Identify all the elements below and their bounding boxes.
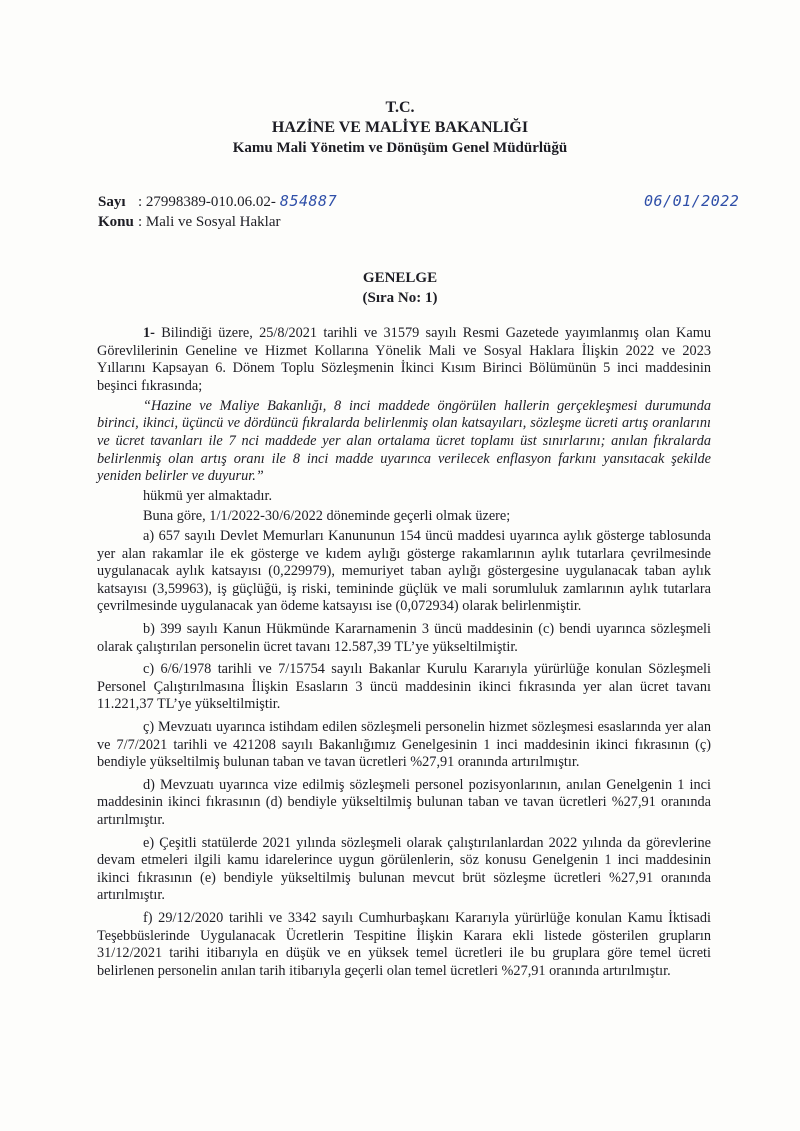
item-c: c) 6/6/1978 tarihli ve 7/15754 sayılı Bakanlar Kurulu Kararıyla yürürlüğe konulan Sözleşmeli Personel Çalıştırılmasına İlişkin Esasların 3 üncü maddesinin ikinci fıkrasında yer alan ücret tavanı 11.221,37 TL’ye yükseltilmiştir. [97,661,711,713]
header-tc: T.C. [385,99,415,116]
header-ministry: HAZİNE VE MALİYE BAKANLIĞI [271,119,529,136]
konu-line [98,212,337,232]
item-d: d) Mevzuatı uyarınca vize edilmiş sözleşmeli personel pozisyonlarının, anılan Genelgenin 1 inci maddesinin ikinci fıkrasının (d) bendiyle yükseltilmiş bulunan taban ve tavan ücretleri %27,91 oranında artırılmıştır. [97,776,711,828]
title-main: GENELGE [362,270,438,286]
konu-label: Konu [98,214,134,230]
item-e: e) Çeşitli statülerde 2021 yılında sözleşmeli olarak çalıştırılanlardan 2022 yılında da görevlerine devam etmeleri ilgili kamu idarelerince uygun görülenlerin, söz konusu Genelgenin 1 inci maddesinin ikinci fıkrasının (e) bendiyle yükseltilmiş bulunan mevcut brüt sözleşme ücretleri %27,91 oranında artırılmıştır. [97,834,711,904]
sayi-line [98,191,337,212]
document-body [97,325,711,985]
handwritten-number: 854887 [279,192,338,210]
sayi-value: : 27998389-010.06.02- [138,194,276,210]
header-directorate: Kamu Mali Yönetim ve Dönüşüm Genel Müdürlüğü [232,140,568,156]
paragraph-1-text: Bilindiği üzere, 25/8/2021 tarihli ve 31579 sayılı Resmi Gazetede yayımlanmış olan Kamu Görevlilerinin Geneline ve Hizmet Kollarına Yönelik Mali ve Sosyal Haklara İlişkin 2022 ve 2023 Yıllarını Kapsayan 6. Dönem Toplu Sözleşmenin İkinci Kısım Birinci Bölümünün 5 inci maddesinin beşinci fıkrasında; [97,325,711,394]
item-b: b) 399 sayılı Kanun Hükmünde Kararnamenin 3 üncü maddesinin (c) bendi uyarınca sözleşmeli olarak çalıştırılan personelin ücret tavanı 12.587,39 TL’ye yükseltilmiştir. [97,621,711,655]
item-cc: ç) Mevzuatı uyarınca istihdam edilen sözleşmeli personelin hizmet sözleşmesi esaslarında yer alan ve 7/7/2021 tarihli ve 421208 sayılı Bakanlığımız Genelgesinin 1 inci maddesinin ikinci fıkrasının (ç) bendiyle yükseltilmiş bulunan taban ve tavan ücretleri %27,91 oranında artırılmıştır. [97,718,711,771]
quoted-provision: “Hazine ve Maliye Bakanlığı, 8 inci maddede öngörülen hallerin gerçekleşmesi durumunda birinci, ikinci, üçüncü ve dördüncü fıkralarda belirlenmiş olan katsayıları, sözleşme ücreti artış oranlarını ve ücret tavanları ile 7 nci maddede yer alan ortalama ücret toplamı üst sınırlarını; anılan fıkralarda belirlenmiş olan artış oranı ile 8 inci madde uyarınca verilecek enflasyon farkını yansıtacak şekilde yeniden belirler ve duyurur.” [97,397,711,485]
title-sub: (Sıra No: 1) [362,290,438,306]
handwritten-date: 06/01/2022 [644,192,740,210]
letterhead [0,98,800,158]
paragraph-hukmu: hükmü yer almaktadır. [143,487,273,504]
sayi-label: Sayı [98,194,126,210]
paragraph-1-number: 1- [143,325,155,341]
item-a: a) 657 sayılı Devlet Memurları Kanununun 154 üncü maddesi uyarınca aylık gösterge tablosunda yer alan rakamlar ile ek gösterge ve kıdem aylığı gösterge rakamlarının aylık tutarlara çevrilmesinde uygulanacak aylık katsayısı (0,229979), memuriyet taban aylığı göstergesine uygulanacak taban aylık katsayısı (3,59963), iş güçlüğü, iş riski, temininde güçlük ve mali sorumluluk zamlarının aylık tutarlara çevrilmesinde uygulanacak yan ödeme katsayısı ise (0,072934) olarak belirlenmiştir. [97,528,711,615]
document-title [0,268,800,308]
document-meta [98,191,337,232]
paragraph-buna-gore: Buna göre, 1/1/2022-30/6/2022 döneminde geçerli olmak üzere; [143,507,511,524]
item-f: f) 29/12/2020 tarihli ve 3342 sayılı Cumhurbaşkanı Kararıyla yürürlüğe konulan Kamu İktisadi Teşebbüslerinde Uygulanacak Ücretlerin Tespitine İlişkin Karara ekli listede gösterilen grupların 31/12/2021 tarihi itibarıyla en düşük ve en yüksek temel ücretleri ile bu gruplara göre temel ücreti belirlenen personelin anılan tarih itibarıyla geçerli olan temel ücretleri %27,91 oranında artırılmıştır. [97,909,711,979]
konu-value: : Mali ve Sosyal Haklar [138,214,281,230]
paragraph-1 [97,325,711,395]
